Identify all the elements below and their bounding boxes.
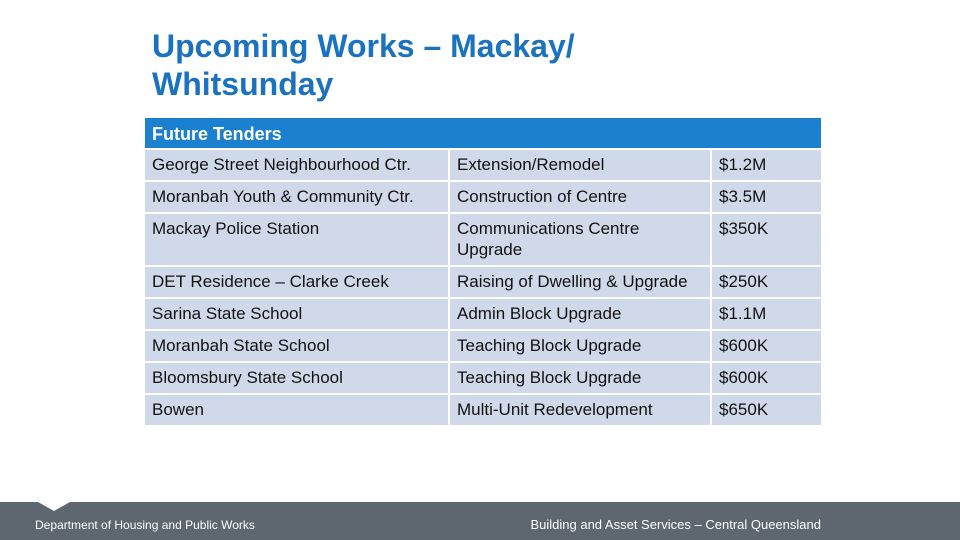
works-cell: Teaching Block Upgrade <box>449 362 711 394</box>
value-cell: $600K <box>711 330 821 362</box>
project-cell: Mackay Police Station <box>145 213 449 266</box>
works-cell: Extension/Remodel <box>449 149 711 181</box>
slide-title-line-2: Whitsunday <box>152 66 334 102</box>
table-row <box>145 266 821 298</box>
value-cell: $1.1M <box>711 298 821 330</box>
value-cell: $650K <box>711 394 821 426</box>
table-row <box>145 394 821 426</box>
slide-title-line-1: Upcoming Works – Mackay/ <box>152 28 575 64</box>
table-row <box>145 330 821 362</box>
works-cell: Communications Centre Upgrade <box>449 213 711 266</box>
project-cell: DET Residence – Clarke Creek <box>145 266 449 298</box>
works-cell: Admin Block Upgrade <box>449 298 711 330</box>
works-cell: Multi-Unit Redevelopment <box>449 394 711 426</box>
value-cell: $1.2M <box>711 149 821 181</box>
value-cell: $350K <box>711 213 821 266</box>
table-row <box>145 298 821 330</box>
table-row <box>145 362 821 394</box>
value-cell: $250K <box>711 266 821 298</box>
table-row <box>145 213 821 266</box>
future-tenders-table <box>145 118 821 427</box>
value-cell: $600K <box>711 362 821 394</box>
works-cell: Construction of Centre <box>449 181 711 213</box>
footer-division-text: Building and Asset Services – Central Queensland <box>530 517 821 532</box>
project-cell: George Street Neighbourhood Ctr. <box>145 149 449 181</box>
project-cell: Moranbah State School <box>145 330 449 362</box>
table-header-row <box>145 118 821 149</box>
value-cell: $3.5M <box>711 181 821 213</box>
footer-notch-shape <box>38 502 70 511</box>
footer-department-text: Department of Housing and Public Works <box>35 518 255 532</box>
project-cell: Moranbah Youth & Community Ctr. <box>145 181 449 213</box>
table-row <box>145 149 821 181</box>
works-cell: Raising of Dwelling & Upgrade <box>449 266 711 298</box>
project-cell: Bowen <box>145 394 449 426</box>
project-cell: Bloomsbury State School <box>145 362 449 394</box>
table-header: Future Tenders <box>145 118 821 149</box>
works-cell: Teaching Block Upgrade <box>449 330 711 362</box>
table-row <box>145 181 821 213</box>
project-cell: Sarina State School <box>145 298 449 330</box>
slide-title <box>152 27 752 103</box>
